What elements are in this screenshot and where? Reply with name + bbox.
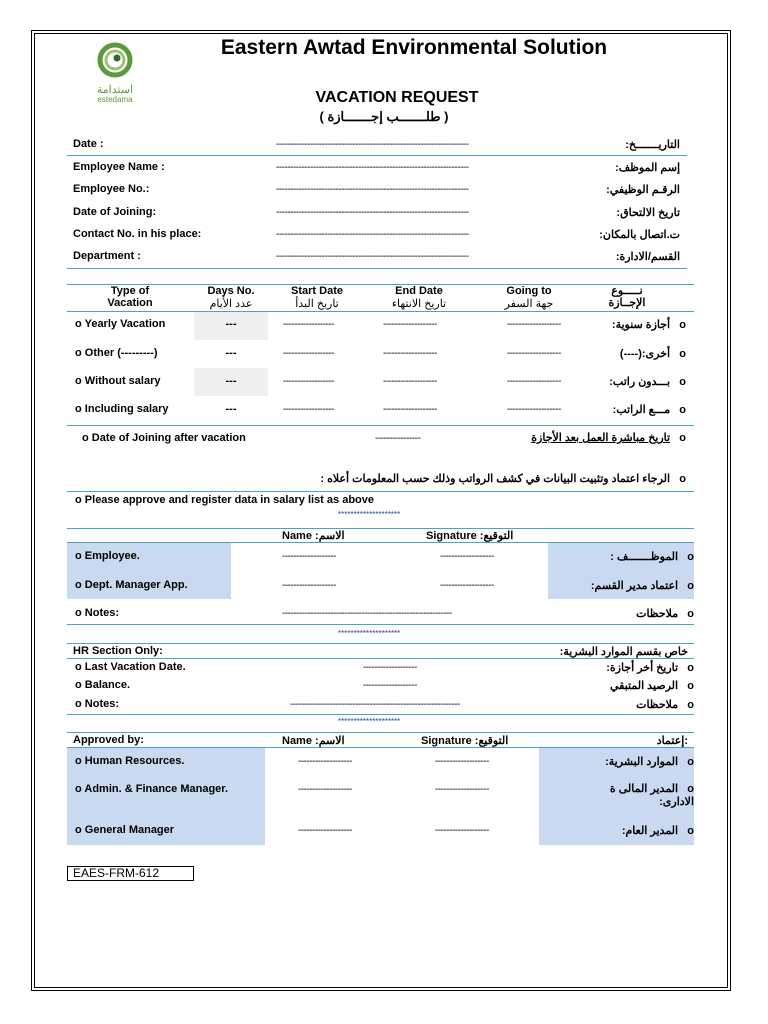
checkbox-including-salary[interactable]: o Including salary xyxy=(75,403,169,415)
approved-by-title: Approved by: xyxy=(73,734,144,746)
date-field[interactable]: -------------------------------------------------------------------- xyxy=(276,139,469,150)
days-value[interactable]: --- xyxy=(225,375,237,387)
rejoin-checkbox[interactable]: o Date of Joining after vacation xyxy=(82,432,246,444)
department-label-ar: القسم/الادارة: xyxy=(615,251,680,263)
checkbox-without-salary[interactable]: o Without salary xyxy=(75,375,161,387)
hr-section-title: HR Section Only: xyxy=(73,645,163,657)
balance-field[interactable]: ------------------- xyxy=(363,680,417,691)
employee-signature-field[interactable]: ------------------- xyxy=(440,551,494,562)
divider xyxy=(67,528,694,529)
end-date-field[interactable]: ------------------- xyxy=(383,376,437,387)
hr-section-title-ar: خاص بقسم الموارد البشرية: xyxy=(559,646,688,658)
logo-latin: estedama xyxy=(97,95,133,104)
start-date-field[interactable]: ------------------ xyxy=(283,319,334,330)
employee-name-label: Employee Name : xyxy=(73,161,165,173)
finance-approval-label-ar: o المدير المالى ة الادارى: xyxy=(609,783,694,808)
logo-arabic: استدامة xyxy=(96,84,134,96)
date-label-ar: التاريـــــــخ: xyxy=(625,139,680,151)
date-label: Date : xyxy=(73,138,104,150)
row-label-ar[interactable]: o أخرى:(----) xyxy=(619,348,686,360)
joining-date-field[interactable]: -------------------------------------------------------------------- xyxy=(276,207,469,218)
hr-notes-field[interactable]: ------------------------------------------------------------ xyxy=(290,699,460,710)
col-end-ar: تاريخ الانتهاء xyxy=(391,298,447,310)
employee-name-field[interactable]: -------------------------------------------------------------------- xyxy=(276,162,469,173)
notes-label: o Notes: xyxy=(75,607,120,619)
divider xyxy=(67,311,694,312)
finance-approval-name-field[interactable]: ------------------- xyxy=(298,784,352,795)
form-code: EAES-FRM-612 xyxy=(67,866,194,881)
divider xyxy=(67,155,687,156)
employee-name-label-ar: إسم الموظف: xyxy=(615,162,680,174)
finance-approval-label: o Admin. & Finance Manager. xyxy=(75,783,229,795)
company-name: Eastern Awtad Environmental Solution xyxy=(220,36,608,59)
checkbox-other[interactable]: o Other (---------) xyxy=(75,347,158,359)
end-date-field[interactable]: ------------------- xyxy=(383,319,437,330)
separator-stars: ******************** xyxy=(338,510,401,519)
col-start-ar: تاريخ البدأ xyxy=(295,298,339,310)
col-going-ar: جهة السفر xyxy=(504,298,554,310)
last-vacation-field[interactable]: ------------------- xyxy=(363,662,417,673)
hr-approval-name-field[interactable]: ------------------- xyxy=(298,756,352,767)
contact-field[interactable]: -------------------------------------------------------------------- xyxy=(276,229,469,240)
notes-label-ar: o ملاحظات xyxy=(636,608,694,620)
going-to-field[interactable]: ------------------- xyxy=(507,404,561,415)
contact-label: Contact No. in his place: xyxy=(73,228,202,240)
divider xyxy=(67,714,694,715)
divider xyxy=(67,732,694,733)
hr-notes-label-ar: o ملاحظات xyxy=(636,699,694,711)
rejoin-label-ar[interactable]: o تاريخ مباشرة العمل بعد الأجازة xyxy=(531,432,686,444)
start-date-field[interactable]: ------------------ xyxy=(283,404,334,415)
col-days: Days No. xyxy=(207,285,255,297)
form-title-arabic: ( طلـــــــب إجـــــــازة ) xyxy=(319,109,449,124)
days-value[interactable]: --- xyxy=(225,347,237,359)
last-vacation-label-ar: o تاريخ أخر أجازة: xyxy=(606,662,694,674)
checkbox-yearly[interactable]: o Yearly Vacation xyxy=(75,318,166,330)
contact-label-ar: ت.اتصال بالمكان: xyxy=(599,229,680,241)
approved-signature-header: Signature :التوقيع xyxy=(421,735,509,747)
divider xyxy=(67,658,694,659)
col-type-ar: نـــــوع الإجــازة xyxy=(608,285,646,309)
manager-sign-label: o Dept. Manager App. xyxy=(75,579,188,591)
col-going: Going to xyxy=(506,285,552,297)
hr-approval-label: o Human Resources. xyxy=(75,755,185,767)
col-end: End Date xyxy=(395,285,443,297)
going-to-field[interactable]: ------------------- xyxy=(507,376,561,387)
divider xyxy=(67,643,694,644)
going-to-field[interactable]: ------------------- xyxy=(507,319,561,330)
separator-stars: ******************** xyxy=(338,717,401,726)
row-label-ar[interactable]: o أجازة سنوية: xyxy=(611,319,686,331)
manager-signature-field[interactable]: ------------------- xyxy=(440,580,494,591)
divider xyxy=(67,624,694,625)
end-date-field[interactable]: ------------------- xyxy=(383,404,437,415)
balance-label-ar: o الرصيد المتبقي xyxy=(609,680,694,692)
gm-approval-label-ar: o المدير العام: xyxy=(621,825,694,837)
manager-name-sign-field[interactable]: ------------------- xyxy=(282,580,336,591)
notes-field[interactable]: ------------------------------------------------------------ xyxy=(282,608,452,619)
row-label-ar[interactable]: o بـــدون راتب: xyxy=(609,376,686,388)
going-to-field[interactable]: ------------------- xyxy=(507,348,561,359)
signature-header: Signature :التوقيع xyxy=(426,530,514,542)
days-value[interactable]: --- xyxy=(225,403,237,415)
employee-no-label-ar: الرقـم الوظيفي: xyxy=(606,184,680,196)
end-date-field[interactable]: ------------------- xyxy=(383,348,437,359)
gm-approval-signature-field[interactable]: ------------------- xyxy=(435,825,489,836)
divider xyxy=(67,425,694,426)
employee-sign-label-ar: o الموظـــــــف : xyxy=(610,551,694,563)
hr-approval-signature-field[interactable]: ------------------- xyxy=(435,756,489,767)
employee-sign-label: o Employee. xyxy=(75,550,140,562)
days-value[interactable]: --- xyxy=(225,318,237,330)
department-label: Department : xyxy=(73,250,141,262)
rejoin-date-field[interactable]: ---------------- xyxy=(375,433,421,444)
approve-request-en[interactable]: o Please approve and register data in salary list as above xyxy=(75,494,374,506)
separator-stars: ******************** xyxy=(338,629,401,638)
col-type: Type of Vacation xyxy=(107,285,153,309)
approved-name-header: Name :الاسم xyxy=(282,735,345,747)
employee-no-field[interactable]: -------------------------------------------------------------------- xyxy=(276,184,469,195)
hr-approval-label-ar: o الموارد البشرية: xyxy=(605,756,694,768)
hr-notes-label: o Notes: xyxy=(75,698,120,710)
joining-date-label-ar: تاريخ الالتحاق: xyxy=(616,207,680,219)
employee-name-sign-field[interactable]: ------------------- xyxy=(282,551,336,562)
finance-approval-signature-field[interactable]: ------------------- xyxy=(435,784,489,795)
gm-approval-label: o General Manager xyxy=(75,824,175,836)
last-vacation-label: o Last Vacation Date. xyxy=(75,661,186,673)
divider xyxy=(67,268,687,269)
col-start: Start Date xyxy=(291,285,343,297)
row-label-ar[interactable]: o مـــع الراتب: xyxy=(612,404,686,416)
approved-by-title-ar: :إعتماد xyxy=(656,735,688,747)
start-date-field[interactable]: ------------------ xyxy=(283,348,334,359)
department-field[interactable]: -------------------------------------------------------------------- xyxy=(276,251,469,262)
start-date-field[interactable]: ------------------ xyxy=(283,376,334,387)
name-header: Name :الاسم xyxy=(282,530,345,542)
approve-request-ar[interactable]: o الرجاء اعتماد وتثبيت البيانات في كشف الرواتب وذلك حسب المعلومات أعلاه : xyxy=(320,473,686,485)
employee-no-label: Employee No.: xyxy=(73,183,150,195)
col-days-ar: عدد الأيام xyxy=(209,298,253,310)
manager-sign-label-ar: o اعتماد مدير القسم: xyxy=(590,580,694,592)
balance-label: o Balance. xyxy=(75,679,131,691)
gm-approval-name-field[interactable]: ------------------- xyxy=(298,825,352,836)
divider xyxy=(67,491,694,492)
form-title: VACATION REQUEST xyxy=(315,89,479,106)
joining-date-label: Date of Joining: xyxy=(73,206,157,218)
